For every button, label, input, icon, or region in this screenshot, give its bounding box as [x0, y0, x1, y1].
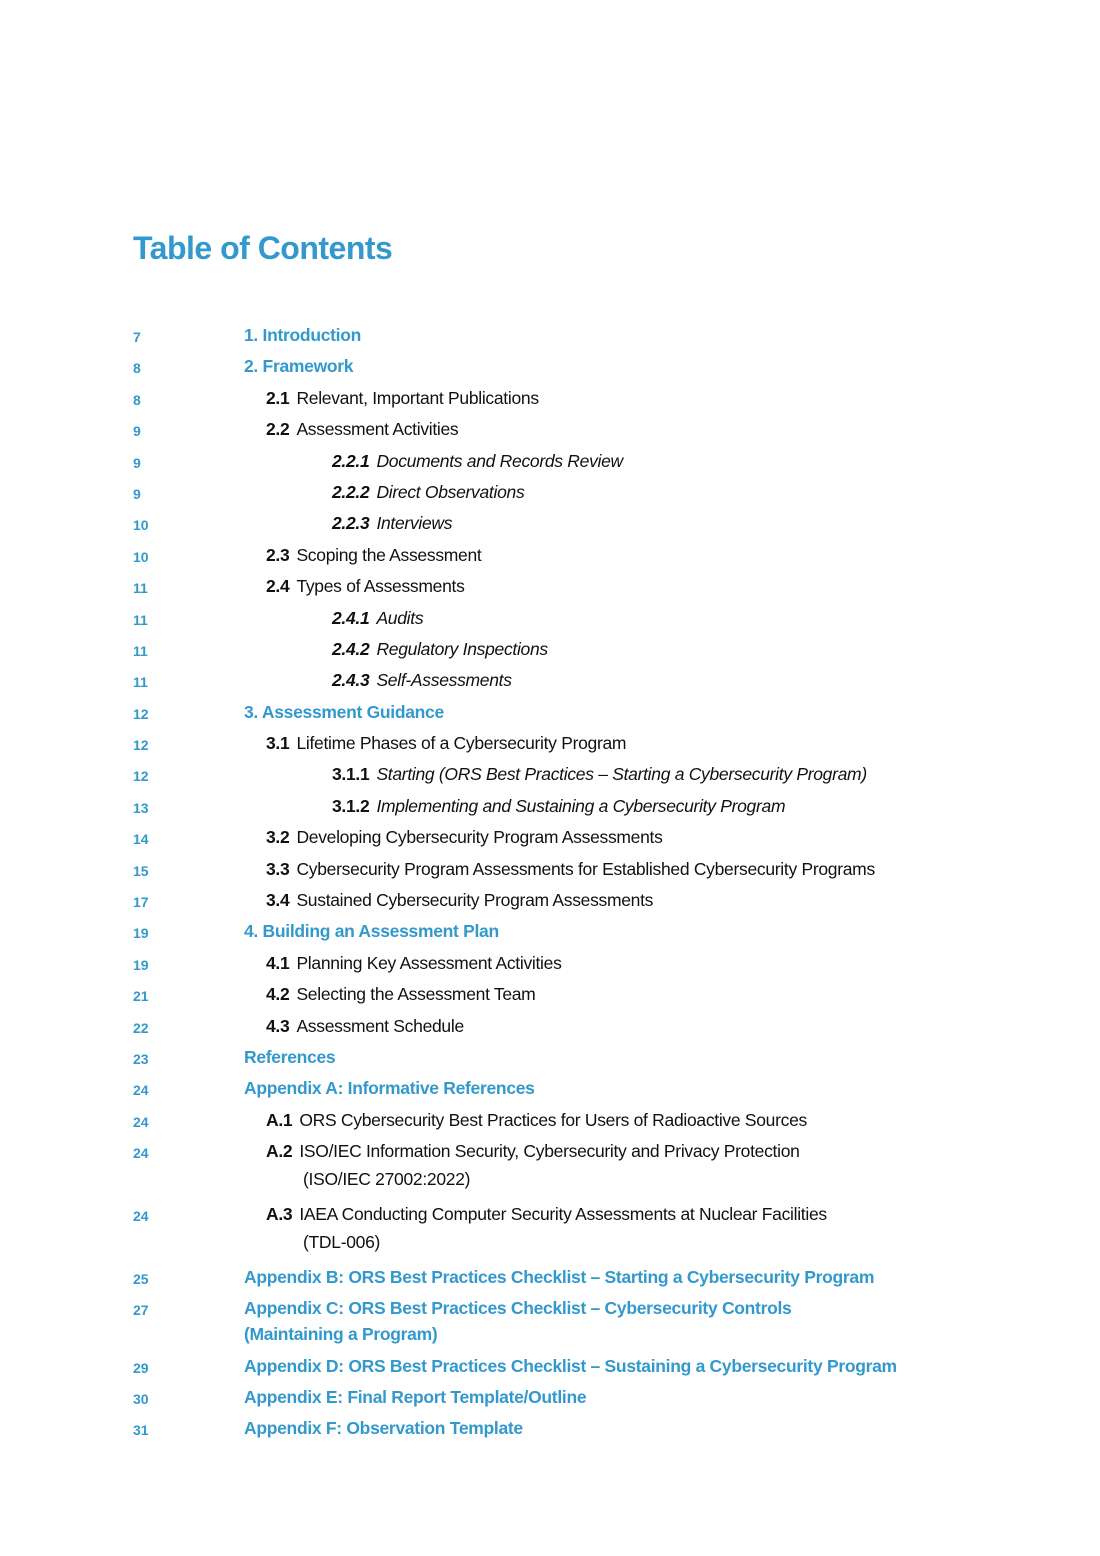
toc-page-number[interactable]: 29	[133, 1359, 149, 1376]
toc-row[interactable]	[0, 416, 1100, 447]
toc-entry-link[interactable]	[332, 636, 548, 662]
toc-entry-title: 3. Assessment Guidance	[244, 701, 444, 722]
toc-entry-title: Types of Assessments	[296, 576, 465, 597]
toc-row[interactable]	[0, 824, 1100, 855]
toc-entry-title-continuation: (Maintaining a Program)	[244, 1324, 438, 1345]
toc-page-number[interactable]: 7	[133, 329, 141, 345]
toc-page-number[interactable]: 12	[133, 737, 149, 754]
toc-entry-title: Interviews	[376, 513, 453, 534]
toc-section-number: 3.3	[266, 858, 290, 879]
toc-section-number: 3.1.1	[332, 764, 370, 785]
toc-row[interactable]	[0, 385, 1100, 416]
toc-section-number: 2.2	[266, 419, 290, 440]
toc-entry-title: Audits	[376, 607, 424, 628]
toc-row[interactable]	[0, 761, 1100, 792]
toc-entry-link[interactable]	[332, 510, 452, 536]
toc-row[interactable]	[0, 1138, 1100, 1201]
toc-row[interactable]	[0, 1044, 1100, 1075]
toc-entry-link[interactable]	[244, 353, 353, 379]
toc-entry-title: Self-Assessments	[376, 670, 512, 691]
toc-row[interactable]	[0, 1013, 1100, 1044]
toc-entry-link[interactable]	[332, 793, 785, 819]
toc-section-number: 2.4.3	[332, 670, 370, 691]
toc-section-number: 3.1	[266, 733, 290, 754]
toc-page-number[interactable]: 24	[133, 1207, 149, 1224]
toc-entry-link[interactable]	[266, 416, 458, 442]
toc-row[interactable]	[0, 605, 1100, 636]
toc-entry-link[interactable]	[332, 761, 867, 787]
toc-entry-title: Appendix F: Observation Template	[244, 1418, 523, 1439]
toc-entry-title: 1. Introduction	[244, 325, 362, 345]
toc-entry-title: Developing Cybersecurity Program Assessments	[296, 827, 663, 848]
toc-entry-title: Sustained Cybersecurity Program Assessments	[296, 890, 654, 911]
toc-row[interactable]	[0, 887, 1100, 918]
toc-row[interactable]	[0, 448, 1100, 479]
toc-row[interactable]	[0, 1107, 1100, 1138]
toc-entry-link[interactable]	[266, 1013, 464, 1039]
toc-row[interactable]	[0, 1201, 1100, 1264]
toc-section-number: 3.2	[266, 827, 290, 848]
toc-page-number[interactable]: 13	[133, 799, 149, 816]
toc-row[interactable]	[0, 730, 1100, 761]
toc-row[interactable]	[0, 542, 1100, 573]
toc-row[interactable]	[0, 1075, 1100, 1106]
toc-page-number[interactable]: 9	[133, 454, 141, 471]
toc-page-number[interactable]: 24	[133, 1082, 149, 1099]
toc-page-number[interactable]: 19	[133, 925, 149, 942]
toc-page-number[interactable]: 17	[133, 894, 149, 911]
toc-section-number: 2.2.1	[332, 450, 370, 471]
toc-entry-title: Appendix A: Informative References	[244, 1078, 535, 1099]
toc-page-number[interactable]: 12	[133, 768, 149, 785]
toc-page-number[interactable]: 25	[133, 1270, 149, 1287]
toc-entry-link[interactable]	[244, 1295, 791, 1347]
toc-section-number: A.2	[266, 1141, 293, 1162]
toc-entry-link[interactable]	[266, 1138, 800, 1195]
table-of-contents	[0, 322, 1100, 1447]
toc-entry-link[interactable]	[332, 667, 512, 693]
toc-entry-title: Documents and Records Review	[376, 450, 623, 471]
toc-entry-title: IAEA Conducting Computer Security Assessments at Nuclear Facilities	[299, 1203, 827, 1224]
toc-entry-title: Implementing and Sustaining a Cybersecurity Program	[376, 795, 786, 816]
toc-entry-link[interactable]	[244, 699, 444, 725]
toc-entry-link[interactable]	[244, 1384, 586, 1410]
toc-section-number: A.3	[266, 1203, 293, 1224]
toc-entry-link[interactable]	[266, 887, 653, 913]
toc-section-number: 2.1	[266, 387, 290, 408]
toc-entry-link[interactable]	[244, 1044, 335, 1070]
toc-row[interactable]	[0, 699, 1100, 730]
toc-entry-link[interactable]	[266, 1201, 827, 1258]
toc-entry-link[interactable]	[266, 573, 465, 599]
toc-row[interactable]	[0, 1384, 1100, 1415]
toc-page-number[interactable]: 27	[133, 1302, 149, 1319]
toc-entry-link[interactable]	[332, 479, 524, 505]
toc-entry-title: Lifetime Phases of a Cybersecurity Program	[296, 733, 627, 754]
toc-row[interactable]	[0, 918, 1100, 949]
toc-row[interactable]	[0, 479, 1100, 510]
toc-row[interactable]	[0, 353, 1100, 384]
toc-entry-link[interactable]	[266, 981, 535, 1007]
toc-row[interactable]	[0, 981, 1100, 1012]
toc-section-number: 3.4	[266, 890, 290, 911]
toc-row[interactable]	[0, 322, 1100, 353]
toc-page-number[interactable]: 11	[133, 642, 148, 659]
toc-page-number[interactable]: 22	[133, 1019, 149, 1036]
toc-entry-title: Scoping the Assessment	[296, 544, 482, 565]
toc-page-number[interactable]: 14	[133, 831, 149, 848]
toc-section-number: 4.2	[266, 984, 290, 1005]
toc-page-number[interactable]: 9	[133, 485, 141, 502]
toc-entry-link[interactable]	[266, 856, 875, 882]
toc-entry-title: ORS Cybersecurity Best Practices for Users of Radioactive Sources	[299, 1109, 807, 1130]
toc-entry-title: Cybersecurity Program Assessments for Established Cybersecurity Programs	[296, 858, 875, 879]
toc-entry-title: Starting (ORS Best Practices – Starting a Cybersecurity Program)	[376, 764, 867, 785]
toc-entry-link[interactable]	[244, 918, 499, 944]
toc-entry-title: 2. Framework	[244, 356, 354, 377]
toc-entry-link[interactable]	[266, 542, 481, 568]
toc-entry-title: Selecting the Assessment Team	[296, 984, 536, 1005]
toc-page-number[interactable]: 23	[133, 1050, 149, 1067]
toc-page-number[interactable]: 31	[133, 1422, 149, 1439]
toc-page-number[interactable]: 8	[133, 360, 141, 377]
page-title: Table of Contents	[133, 230, 393, 266]
toc-page-number[interactable]: 24	[133, 1113, 149, 1130]
toc-row[interactable]	[0, 573, 1100, 604]
toc-entry-title-continuation: (ISO/IEC 27002:2022)	[303, 1169, 471, 1190]
toc-section-number: 3.1.2	[332, 795, 370, 816]
toc-page-number[interactable]: 11	[133, 674, 148, 691]
toc-page-number[interactable]: 12	[133, 705, 149, 722]
toc-entry-title: Appendix E: Final Report Template/Outline	[244, 1387, 587, 1408]
toc-section-number: 2.4	[266, 576, 290, 597]
toc-entry-title: Assessment Activities	[296, 419, 459, 440]
toc-row[interactable]	[0, 856, 1100, 887]
toc-section-number: 2.4.1	[332, 607, 370, 628]
toc-entry-title: Appendix D: ORS Best Practices Checklist – Sustaining a Cybersecurity Program	[244, 1355, 897, 1376]
toc-row[interactable]	[0, 793, 1100, 824]
toc-entry-link[interactable]	[244, 1415, 523, 1441]
toc-page-number[interactable]: 30	[133, 1391, 149, 1408]
toc-page-number[interactable]: 11	[133, 580, 148, 597]
toc-entry-link[interactable]	[244, 1353, 897, 1379]
toc-entry-title: References	[244, 1046, 336, 1067]
toc-page-number[interactable]: 19	[133, 956, 149, 973]
toc-entry-link[interactable]	[332, 448, 623, 474]
toc-section-number: 2.3	[266, 544, 290, 565]
toc-entry-link[interactable]	[244, 1264, 874, 1290]
toc-section-number: A.1	[266, 1109, 293, 1130]
toc-page-number[interactable]: 24	[133, 1145, 149, 1162]
toc-section-number: 4.1	[266, 952, 290, 973]
toc-section-number: 4.3	[266, 1015, 290, 1036]
toc-entry-link[interactable]	[266, 950, 562, 976]
toc-entry-title: ISO/IEC Information Security, Cybersecurity and Privacy Protection	[299, 1141, 800, 1162]
toc-row[interactable]	[0, 667, 1100, 698]
toc-entry-link[interactable]	[244, 322, 361, 348]
toc-row[interactable]	[0, 950, 1100, 981]
toc-row[interactable]	[0, 1264, 1100, 1295]
toc-entry-link[interactable]	[266, 730, 626, 756]
toc-row[interactable]	[0, 636, 1100, 667]
toc-entry-title: Relevant, Important Publications	[296, 387, 539, 408]
toc-entry-title: Appendix B: ORS Best Practices Checklist – Starting a Cybersecurity Program	[244, 1266, 875, 1287]
toc-entry-link[interactable]	[244, 1075, 535, 1101]
toc-row[interactable]	[0, 1295, 1100, 1353]
toc-entry-title: Regulatory Inspections	[376, 638, 548, 659]
toc-section-number: 2.2.2	[332, 481, 370, 502]
toc-entry-title: 4. Building an Assessment Plan	[244, 921, 499, 942]
toc-page-number[interactable]: 10	[133, 517, 149, 534]
toc-entry-title: Appendix C: ORS Best Practices Checklist – Cybersecurity Controls	[244, 1298, 792, 1319]
toc-page-number[interactable]: 21	[133, 988, 149, 1005]
toc-entry-link[interactable]	[266, 1107, 807, 1133]
toc-section-number: 2.4.2	[332, 638, 370, 659]
toc-entry-title: Planning Key Assessment Activities	[296, 952, 562, 973]
toc-page-number[interactable]: 11	[133, 611, 148, 628]
toc-row[interactable]	[0, 510, 1100, 541]
toc-entry-title: Assessment Schedule	[296, 1015, 464, 1036]
toc-row[interactable]	[0, 1353, 1100, 1384]
toc-entry-link[interactable]	[266, 824, 663, 850]
toc-entry-link[interactable]	[266, 385, 539, 411]
toc-page-number[interactable]: 9	[133, 423, 141, 440]
toc-entry-link[interactable]	[332, 605, 423, 631]
toc-page-number[interactable]: 8	[133, 391, 141, 408]
toc-entry-title: Direct Observations	[376, 481, 525, 502]
toc-row[interactable]	[0, 1415, 1100, 1446]
toc-entry-title-continuation: (TDL-006)	[303, 1231, 381, 1252]
toc-section-number: 2.2.3	[332, 513, 370, 534]
toc-page-number[interactable]: 10	[133, 548, 149, 565]
toc-page-number[interactable]: 15	[133, 862, 149, 879]
